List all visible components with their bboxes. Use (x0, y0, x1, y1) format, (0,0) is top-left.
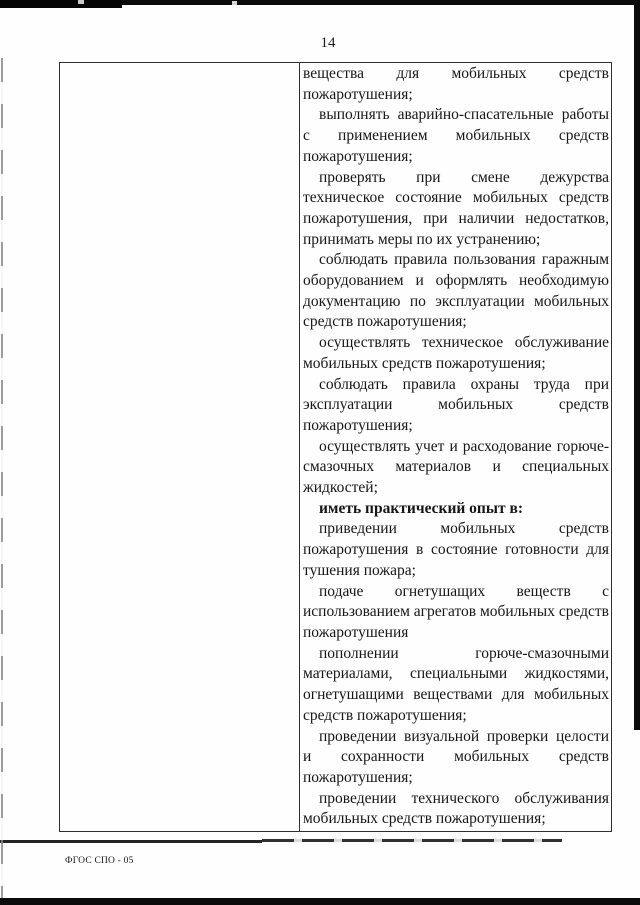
scan-artifact-top-left-bar (0, 0, 122, 8)
paragraph: приведении мобильных средств пожаротушения в состояние готовности для тушения пожара; (303, 520, 609, 579)
scan-artifact-left-dashed-line (1, 58, 3, 898)
paragraph: проведении визуальной проверки целости и сохранности мобильных средств пожаротушения; (303, 727, 609, 786)
scan-artifact-horizontal-line (0, 840, 262, 843)
paragraph: вещества для мобильных средств пожаротушения; (303, 65, 609, 103)
table-right-cell (300, 63, 611, 831)
paragraph: выполнять аварийно-спасательные работы с применением мобильных средств пожаротушения; (303, 106, 609, 165)
table-left-cell (60, 63, 300, 831)
paragraph: осуществлять техническое обслуживание мобильных средств пожаротушения; (303, 334, 609, 372)
paragraph: осуществлять учет и расходование горюче-смазочных материалов и специальных жидкостей; (303, 437, 609, 497)
scan-artifact-horizontal-dashes (262, 839, 562, 842)
section-heading: иметь практический опыт в: (319, 499, 523, 517)
scan-artifact-top-gap (78, 0, 84, 4)
paragraph: подаче огнетушащих веществ с использованием агрегатов мобильных средств пожаротушения (303, 582, 610, 641)
page-number: 14 (320, 35, 336, 51)
paragraph: проведении технического обслуживания мобильных средств пожаротушения; (303, 789, 609, 828)
scan-artifact-top-gap (232, 1, 237, 5)
paragraph: пополнении горюче-смазочными материалами, специальными жидкостями, огнетушащими веществами для мобильных средств пожаротушения; (303, 644, 609, 724)
footer-document-code: ФГОС СПО - 05 (65, 856, 134, 866)
paragraph: соблюдать правила охраны труда при эксплуатации мобильных средств пожаротушения; (303, 375, 609, 434)
scan-artifact-right-bar (634, 0, 640, 730)
paragraph: проверять при смене дежурства техническое состояние мобильных средств пожаротушения, при наличии недостатков, принимать меры по их устранению; (303, 168, 609, 248)
content-table (59, 62, 612, 832)
scan-artifact-bottom-bar (0, 898, 640, 905)
paragraph: соблюдать правила пользования гаражным оборудованием и оформлять необходимую документацию по эксплуатации мобильных средств пожаротушения; (303, 251, 609, 331)
